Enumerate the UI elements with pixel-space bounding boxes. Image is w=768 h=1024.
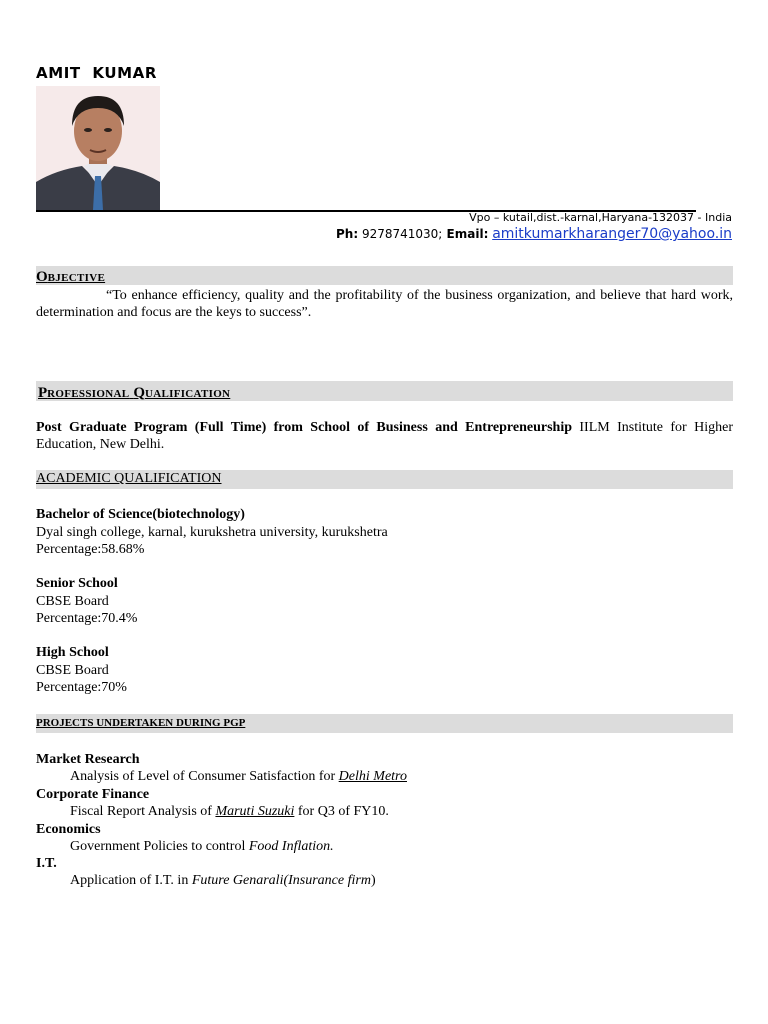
academic-detail: CBSE Board: [36, 663, 109, 678]
project-area: Corporate Finance: [36, 787, 150, 802]
project-area: I.T.: [36, 856, 57, 871]
academic-percentage: Percentage:70.4%: [36, 611, 138, 626]
profile-photo: [36, 86, 160, 210]
objective-band: [36, 266, 733, 285]
academic-percentage: Percentage:70%: [36, 680, 127, 695]
academic-detail: CBSE Board: [36, 594, 109, 609]
program-name: Post Graduate Program (Full Time) from School of Business and Entrepreneurship: [36, 420, 572, 435]
academic-detail: Dyal singh college, karnal, kurukshetra university, kurukshetra: [36, 525, 388, 540]
project-area: Market Research: [36, 752, 140, 767]
project-description: Analysis of Level of Consumer Satisfaction for Delhi Metro: [70, 769, 407, 784]
phone-number: 9278741030;: [358, 227, 443, 241]
candidate-name: AMIT KUMAR: [36, 64, 158, 82]
professional-heading: PROFESSIONAL QUALIFICATION: [38, 385, 231, 401]
project-description: Fiscal Report Analysis of Maruti Suzuki for Q3 of FY10.: [70, 804, 389, 819]
address: Vpo – kutail,dist.-karnal,Haryana-132037 - India: [469, 211, 732, 224]
academic-title: Bachelor of Science(biotechnology): [36, 507, 245, 522]
project-description: Government Policies to control Food Inflation.: [70, 839, 334, 854]
academic-heading: ACADEMIC QUALIFICATION: [36, 471, 222, 486]
academic-percentage: Percentage:58.68%: [36, 542, 145, 557]
project-description: Application of I.T. in Future Genarali(Insurance firm): [70, 873, 376, 888]
objective-heading: OBJECTIVE: [36, 269, 106, 285]
objective-text: “To enhance efficiency, quality and the profitability of the business organization, and believe that hard work, determination and focus are the keys to success”.: [36, 288, 733, 320]
academic-title: High School: [36, 645, 109, 660]
phone-label: Ph:: [336, 227, 359, 241]
institute-name: IILM Institute for Higher Education, New Delhi.: [36, 420, 733, 452]
email-link[interactable]: amitkumarkharanger70@yahoo.in: [492, 226, 732, 242]
professional-text: [36, 419, 733, 453]
projects-heading: PROJECTS UNDERTAKEN DURING PGP: [36, 717, 246, 729]
academic-title: Senior School: [36, 576, 118, 591]
project-area: Economics: [36, 822, 101, 837]
email-label: Email:: [442, 227, 489, 241]
contact-line: [336, 226, 732, 242]
